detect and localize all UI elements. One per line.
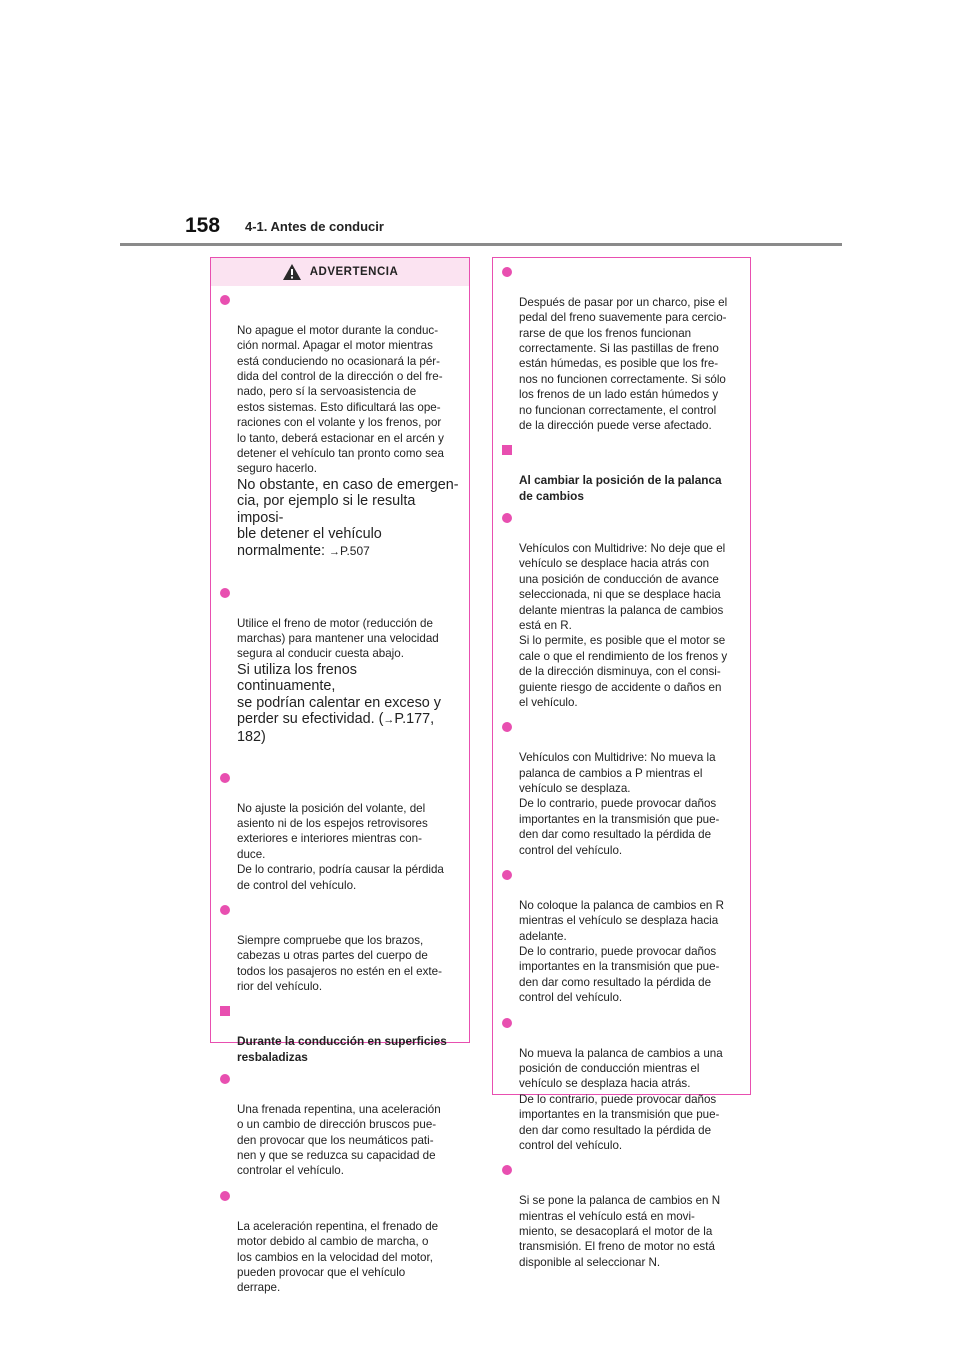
- subheading: [501, 442, 740, 504]
- list-item: [219, 1188, 459, 1296]
- bullet-dot-icon: [220, 773, 230, 783]
- bullet-dot-icon: [220, 1191, 230, 1201]
- list-item: [219, 585, 459, 761]
- bullet-dot-icon: [220, 295, 230, 305]
- item-text: Después de pasar por un charco, pise el pedal del freno suavemente para cercio- rarse de que los frenos funcionan correctamente. Si las pastillas de freno están húmedas, es posible que los fre- nos no funcionen correctamente. Si sólo los frenos de un lado están húmedos y no funcionan correctamente, el control de la dirección puede verse afectado.: [519, 295, 728, 433]
- bullet-dot-icon: [502, 722, 512, 732]
- bullet-dot-icon: [502, 1018, 512, 1028]
- bullet-square-icon: [220, 1006, 230, 1016]
- list-item: [219, 770, 459, 893]
- bullet-dot-icon: [220, 905, 230, 915]
- item-text: Si se pone la palanca de cambios en N mientras el vehículo está en movi- miento, se desacoplará el motor de la transmisión. El freno de motor no está disponible al seleccionar N.: [519, 1194, 721, 1269]
- item-large-text: [237, 477, 459, 561]
- warning-panel-left: [210, 257, 470, 1295]
- item-text: Vehículos con Multidrive: No deje que el vehículo se desplace hacia atrás con una posición de conducción de avance seleccionada, ni que se desplace hacia delante mientras la palanca de cambios está en R. Si lo permite, es posible que el motor se cale o que el rendimiento de los frenos y de la dirección disminuya, con el consi- guiente riesgo de accidente o daños en el vehículo.: [519, 541, 728, 709]
- arrow-right-icon: →: [383, 714, 395, 727]
- item-text: Utilice el freno de motor (reducción de marchas) para mantener una velocidad segura al conducir cuesta abajo.: [237, 616, 439, 661]
- item-text: No apague el motor durante la conduc- ción normal. Apagar el motor mientras está conduciendo no ocasionará la pér- dida del control de la dirección o del fre- nado, pero sí la servoasistencia de estos sistemas. Esto dificultará las ope- raciones con el volante y los frenos, por lo tanto, deberá estacionar en el arcén y detener el vehículo tan pronto como sea seguro hacerlo.: [237, 323, 444, 476]
- closing-paren: ): [261, 728, 266, 745]
- list-item: [501, 264, 740, 433]
- item-large-text: [237, 662, 459, 746]
- page-reference[interactable]: P.507: [339, 543, 370, 558]
- bullet-dot-icon: [502, 267, 512, 277]
- item-text: Vehículos con Multidrive: No mueva la palanca de cambios a P mientras el vehículo se desplaza. De lo contrario, puede provocar daños importantes en la transmisión que pue- den dar como resultado la pérdida de control del vehículo.: [519, 751, 720, 857]
- bullet-dot-icon: [502, 870, 512, 880]
- page-number: 158: [185, 214, 221, 237]
- bullet-dot-icon: [502, 1165, 512, 1175]
- item-large-text-body: Si utiliza los frenos continuamente, se podrían calentar en exceso y perder su efectividad. (: [237, 661, 441, 728]
- list-item: [219, 902, 459, 994]
- warning-header: [211, 258, 469, 286]
- bullet-dot-icon: [220, 588, 230, 598]
- item-text: Una frenada repentina, una aceleración o un cambio de dirección bruscos pue- den provocar que los neumáticos pati- nen y que se reduzca su capacidad de controlar el vehículo.: [237, 1102, 441, 1178]
- bullet-square-icon: [502, 445, 512, 455]
- item-text: No mueva la palanca de cambios a una posición de conducción mientras el vehículo se desplaza hacia atrás. De lo contrario, puede provocar daños importantes en la transmisión que pue- den dar como resultado la pérdida de control del vehículo.: [519, 1046, 723, 1152]
- warning-triangle-icon: [282, 263, 302, 281]
- item-text: No ajuste la posición del volante, del asiento ni de los espejos retrovisores exteriores e interiores mientras con- duce. De lo contrario, podría causar la pérdida de control del vehículo.: [237, 801, 444, 892]
- subheading-text: Durante la conducción en superficies resbaladizas: [237, 1034, 447, 1064]
- item-large-text-body: No obstante, en caso de emergen- cia, por ejemplo si le resulta imposi- ble detener el vehículo normalmente:: [237, 476, 459, 559]
- list-item: [501, 867, 740, 1006]
- header-rule: [120, 243, 842, 246]
- section-title: 4-1. Antes de conducir: [245, 219, 384, 234]
- warning-title: ADVERTENCIA: [309, 266, 399, 278]
- list-item: [219, 292, 459, 576]
- list-item: [501, 719, 740, 858]
- warning-panel-right: [492, 257, 751, 1269]
- arrow-right-icon: →: [328, 545, 340, 558]
- item-text: La aceleración repentina, el frenado de motor debido al cambio de marcha, o los cambios en la velocidad del motor, pueden provocar que el vehículo derrape.: [237, 1219, 439, 1295]
- list-item: [501, 1162, 740, 1270]
- page-reference[interactable]: P.177, 182: [237, 711, 435, 745]
- item-text: No coloque la palanca de cambios en R mientras el vehículo se desplaza hacia adelante. De lo contrario, puede provocar daños importantes en la transmisión que pue- den dar como resultado la pérdida de control del vehículo.: [519, 898, 724, 1005]
- list-item: [501, 510, 740, 710]
- bullet-dot-icon: [220, 1074, 230, 1084]
- list-item: [219, 1071, 459, 1179]
- item-text: Siempre compruebe que los brazos, cabezas u otras partes del cuerpo de todos los pasajeros no estén en el exte- rior del vehículo.: [237, 933, 442, 993]
- subheading: [219, 1003, 459, 1065]
- bullet-dot-icon: [502, 513, 512, 523]
- subheading-text: Al cambiar la posición de la palanca de cambios: [519, 473, 722, 503]
- list-item: [501, 1015, 740, 1154]
